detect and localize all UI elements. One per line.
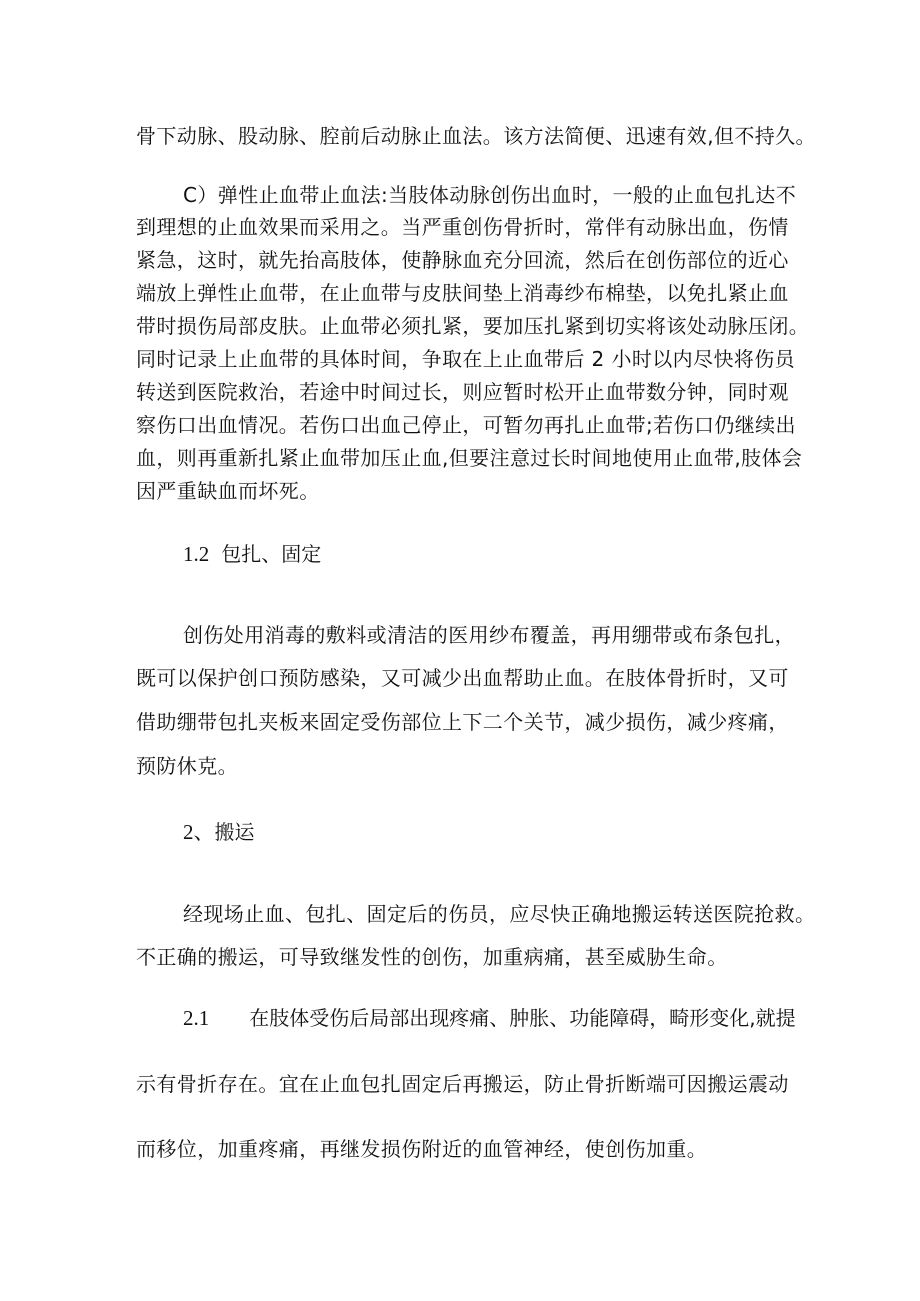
paragraph-line: C）弹性止血带止血法:当肢体动脉创伤出血时，一般的止血包扎达不	[183, 183, 797, 207]
section-text: 在肢体受伤后局部出现疼痛、肿胀、功能障碍，畸形变化,就提	[249, 1006, 796, 1030]
paragraph-line: 示有骨折存在。宜在止血包扎固定后再搬运，防止骨折断端可因搬运震动	[136, 1072, 789, 1096]
paragraph-line: 因严重缺血而坏死。	[136, 479, 320, 503]
paragraph-line: 既可以保护创口预防感染，又可减少出血帮助止血。在肢体骨折时，又可	[136, 666, 789, 690]
paragraph-line: 同时记录上止血带的具体时间，争取在上止血带后 2 小时以内尽快将伤员	[136, 347, 796, 371]
paragraph-line: 转送到医院救治，若途中时间过长，则应暂时松开止血带数分钟，同时观	[136, 380, 789, 404]
paragraph-line: 创伤处用消毒的敷料或清洁的医用纱布覆盖，再用绷带或布条包扎，	[183, 623, 795, 647]
paragraph-line: 骨下动脉、股动脉、腔前后动脉止血法。该方法简便、迅速有效,但不持久。	[136, 124, 816, 148]
paragraph-line: 借助绷带包扎夹板来固定受伤部位上下二个关节，减少损伤，减少疼痛，	[136, 710, 789, 734]
section-number: 2、	[183, 820, 215, 844]
section-number: 2.1	[183, 1006, 210, 1030]
paragraph-line: 端放上弹性止血带，在止血带与皮肤间垫上消毒纱布棉垫，以免扎紧止血	[136, 281, 789, 305]
paragraph-line: 而移位，加重疼痛，再继发损伤附近的血管神经，使创伤加重。	[136, 1137, 708, 1161]
paragraph-line: 经现场止血、包扎、固定后的伤员，应尽快正确地搬运转送医院抢救。	[183, 902, 816, 926]
paragraph-line: 紧急，这时，就先抬高肢体，使静脉血充分回流，然后在创伤部位的近心	[136, 248, 789, 272]
section-heading	[183, 540, 321, 568]
section-number: 1.2	[183, 542, 210, 566]
section-title: 搬运	[214, 820, 255, 844]
paragraph-line: 到理想的止血效果而采用之。当严重创伤骨折时，常伴有动脉出血，伤情	[136, 215, 789, 239]
section-heading	[183, 1004, 796, 1032]
paragraph-line: 带时损伤局部皮肤。止血带必须扎紧，要加压扎紧到切实将该处动脉压闭。	[136, 314, 810, 338]
section-title: 包扎、固定	[221, 542, 322, 566]
paragraph-line: 不正确的搬运，可导致继发性的创伤，加重病痛，甚至威胁生命。	[136, 945, 728, 969]
paragraph-line: 血，则再重新扎紧止血带加压止血,但要注意过长时间地使用止血带,肢体会	[136, 446, 803, 470]
paragraph-line: 察伤口出血情况。若伤口出血己停止，可暂勿再扎止血带;若伤口仍继续出	[136, 413, 796, 437]
section-heading	[183, 818, 255, 846]
paragraph-line: 预防休克。	[136, 754, 238, 778]
